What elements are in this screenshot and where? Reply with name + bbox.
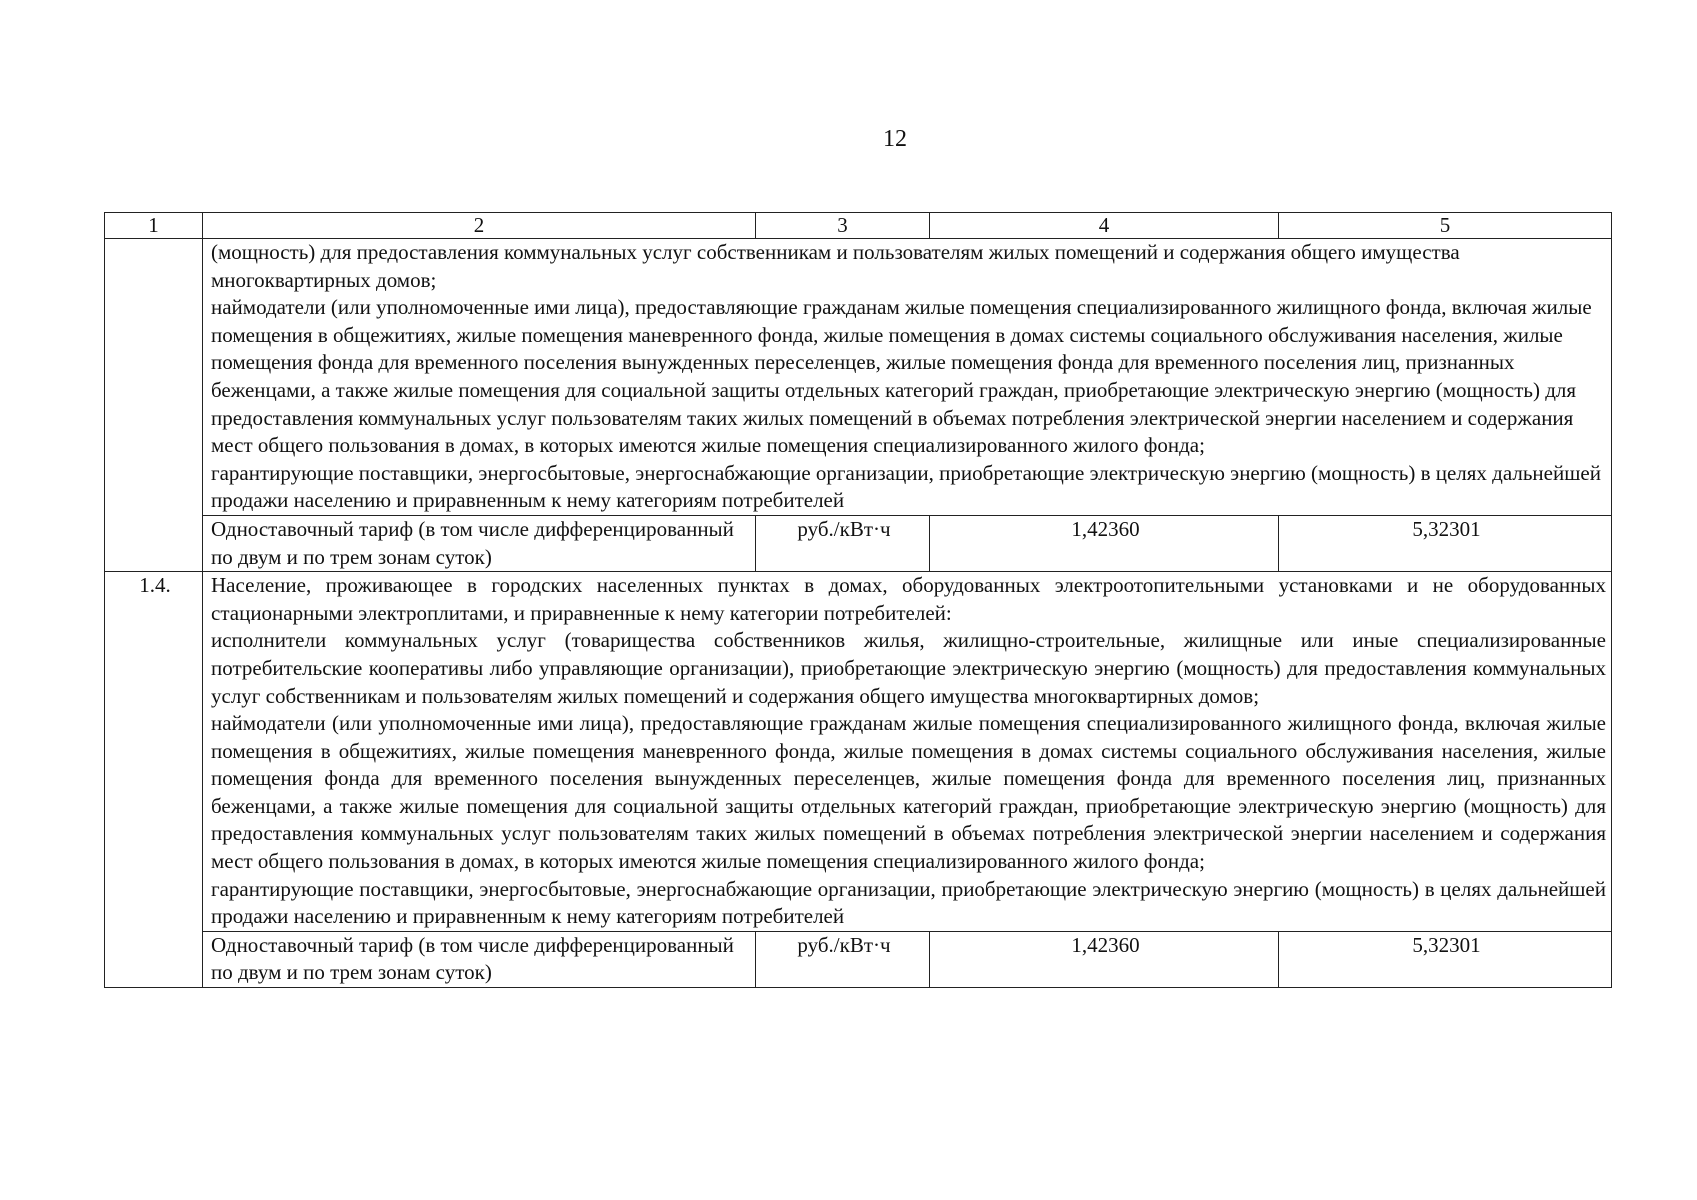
tariff-unit: руб./кВт·ч <box>756 515 930 571</box>
description-paragraph: исполнители коммунальных услуг (товарищества собственников жилья, жилищно-строительные, жилищные или иные специализированные потребительские кооперативы либо управляющие организации), приобретающие электрическую энергию (мощность) для предоставления коммунальных услуг собственникам и пользователям жилых помещений и содержания общего имущества многоквартирных домов; <box>211 628 1606 708</box>
row-number <box>105 239 203 572</box>
description-paragraph: гарантирующие поставщики, энергосбытовые, энергоснабжающие организации, приобретающие электрическую энергию (мощность) в целях дальнейшей продажи населению и приравненным к нему категориям потребителей <box>211 876 1606 929</box>
table-row <box>105 515 1612 571</box>
category-description <box>203 239 1612 516</box>
row-number: 1.4. <box>105 572 203 988</box>
tariff-name: Одноставочный тариф (в том числе дифференцированный по двум и по трем зонам суток) <box>203 515 756 571</box>
tariff-value-col4: 1,42360 <box>930 931 1279 987</box>
description-paragraph: наймодатели (или уполномоченные ими лица), предоставляющие гражданам жилые помещения специализированного жилищного фонда, включая жилые помещения в общежитиях, жилые помещения маневренного фонда, жилые помещения в домах системы социального обслуживания населения, жилые помещения фонда для временного поселения вынужденных переселенцев, жилые помещения фонда для временного поселения лиц, признанных беженцами, а также жилые помещения для социальной защиты отдельных категорий граждан, приобретающие электрическую энергию (мощность) для предоставления коммунальных услуг пользователям таких жилых помещений в объемах потребления электрической энергии населением и содержания мест общего пользования в домах, в которых имеются жилые помещения специализированного жилого фонда; <box>211 295 1592 458</box>
header-cell-3: 3 <box>756 213 930 239</box>
table-header-row <box>105 213 1612 239</box>
description-paragraph: (мощность) для предоставления коммунальных услуг собственникам и пользователям жилых помещений и содержания общего имущества многоквартирных домов; <box>211 240 1460 292</box>
header-cell-5: 5 <box>1279 213 1612 239</box>
table-row <box>105 572 1612 932</box>
tariff-table <box>104 212 1612 988</box>
category-description <box>203 572 1612 932</box>
tariff-value-col4: 1,42360 <box>930 515 1279 571</box>
tariff-value-col5: 5,32301 <box>1279 515 1612 571</box>
table-row <box>105 931 1612 987</box>
description-paragraph: наймодатели (или уполномоченные ими лица), предоставляющие гражданам жилые помещения специализированного жилищного фонда, включая жилые помещения в общежитиях, жилые помещения маневренного фонда, жилые помещения в домах системы социального обслуживания населения, жилые помещения фонда для временного поселения вынужденных переселенцев, жилые помещения фонда для временного поселения лиц, признанных беженцами, а также жилые помещения для социальной защиты отдельных категорий граждан, приобретающие электрическую энергию (мощность) для предоставления коммунальных услуг пользователям таких жилых помещений в объемах потребления электрической энергии населением и содержания мест общего пользования в домах, в которых имеются жилые помещения специализированного жилого фонда; <box>211 711 1606 874</box>
tariff-unit: руб./кВт·ч <box>756 931 930 987</box>
tariff-name: Одноставочный тариф (в том числе дифференцированный по двум и по трем зонам суток) <box>203 931 756 987</box>
description-paragraph: гарантирующие поставщики, энергосбытовые, энергоснабжающие организации, приобретающие электрическую энергию (мощность) в целях дальнейшей продажи населению и приравненным к нему категориям потребителей <box>211 460 1601 513</box>
header-cell-4: 4 <box>930 213 1279 239</box>
table-row <box>105 239 1612 516</box>
description-paragraph: Население, проживающее в городских населенных пунктах в домах, оборудованных электроотопительными установками и не оборудованных стационарными электроплитами, и приравненные к нему категории потребителей: <box>211 573 1606 625</box>
header-cell-1: 1 <box>105 213 203 239</box>
tariff-value-col5: 5,32301 <box>1279 931 1612 987</box>
header-cell-2: 2 <box>203 213 756 239</box>
page-number: 12 <box>883 126 907 152</box>
